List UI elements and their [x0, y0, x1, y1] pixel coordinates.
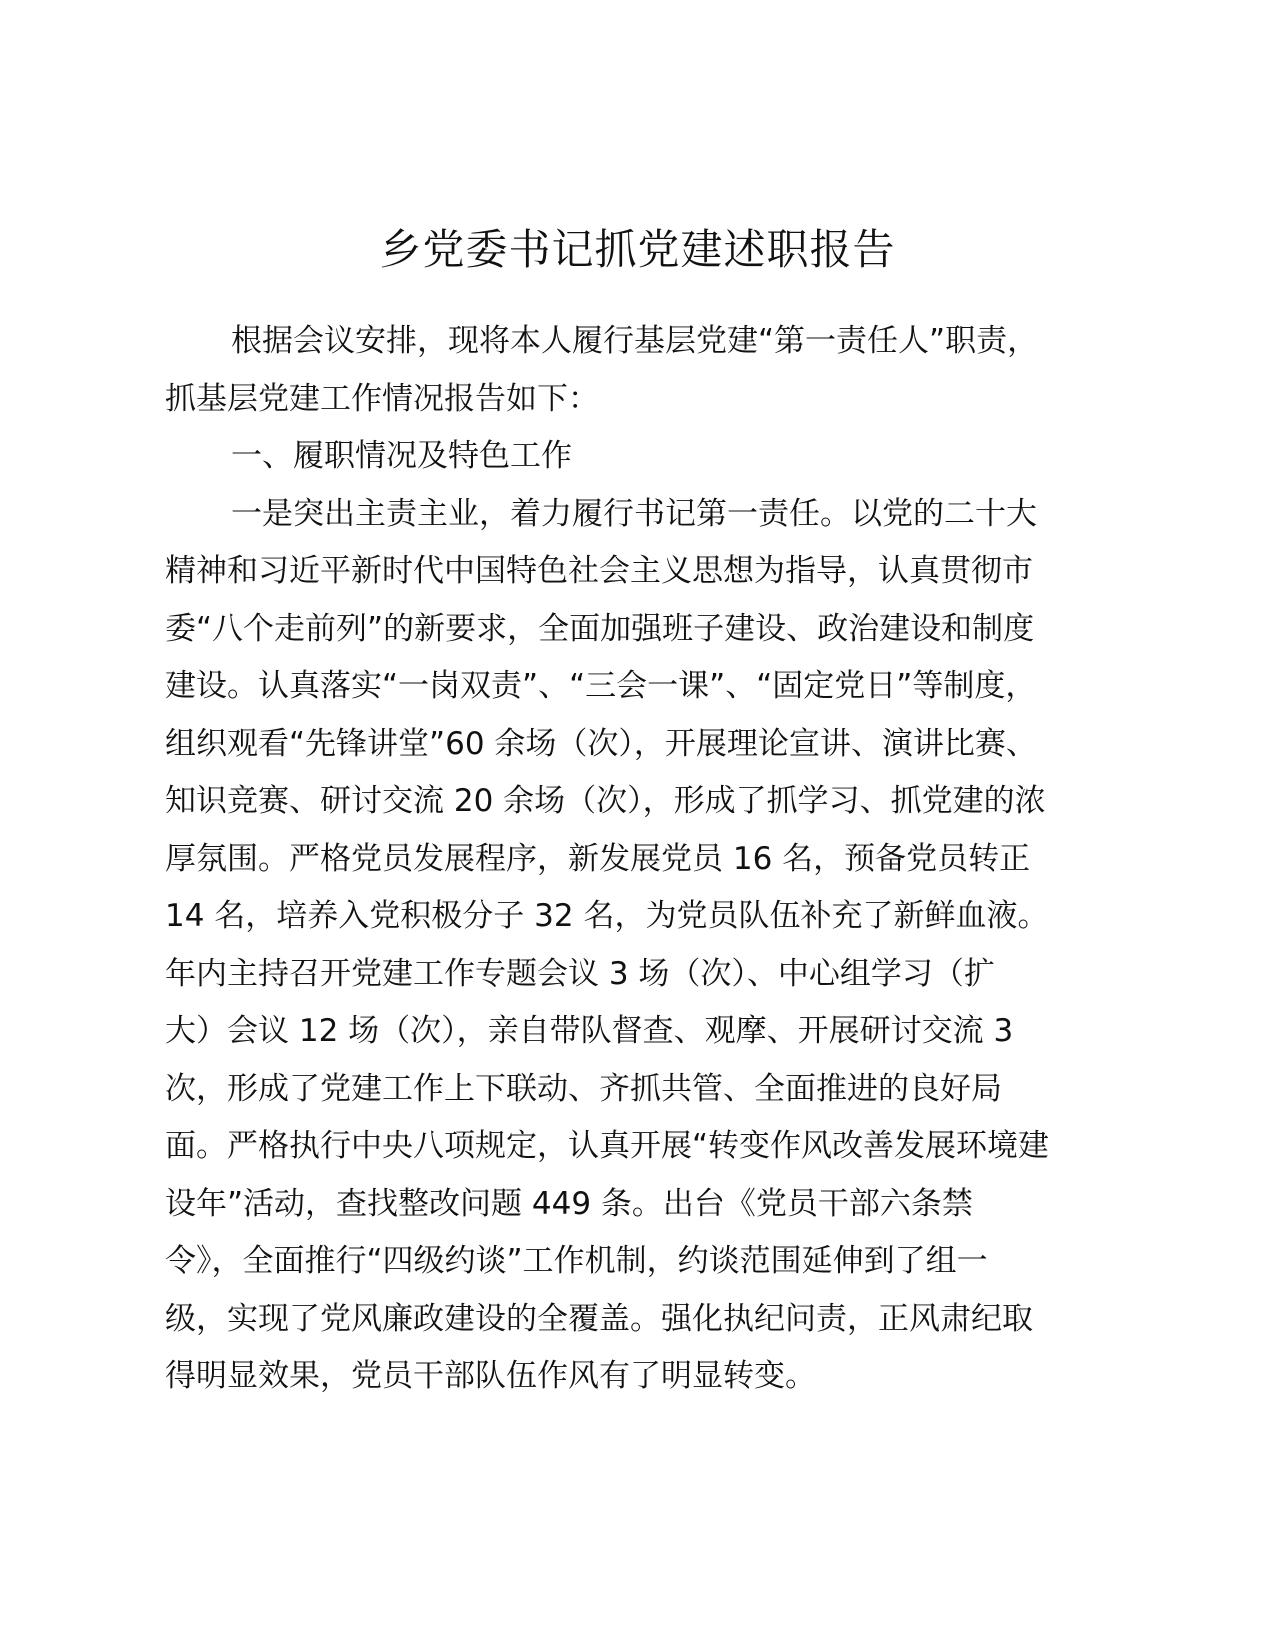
- paragraph-line: 组织观看“先锋讲堂”60 余场（次），开展理论宣讲、演讲比赛、: [165, 725, 1037, 762]
- paragraph-line: 14 名，培养入党积极分子 32 名，为党员队伍补充了新鲜血液。: [165, 898, 1049, 934]
- section-heading: 一、履职情况及特色工作: [231, 438, 572, 474]
- paragraph-line: 设年”活动，查找整改问题 449 条。出台《党员干部六条禁: [165, 1185, 973, 1222]
- paragraph-line: 年内主持召开党建工作专题会议 3 场（次）、中心组学习（扩: [165, 955, 995, 992]
- paragraph-line: 一是突出主责主业，着力履行书记第一责任。以党的二十大: [231, 495, 1037, 532]
- body-paragraph: [165, 486, 1115, 1406]
- document-body: [165, 313, 1115, 1406]
- paragraph-line: 委“八个走前列”的新要求，全面加强班子建设、政治建设和制度: [165, 610, 1035, 647]
- paragraph-line: 厚氛围。严格党员发展程序，新发展党员 16 名，预备党员转正: [165, 840, 1031, 877]
- paragraph-line: 级，实现了党风廉政建设的全覆盖。强化执纪问责，正风肃纪取: [165, 1300, 1033, 1337]
- paragraph-line: 知识竞赛、研讨交流 20 余场（次），形成了抓学习、抓党建的浓: [165, 783, 1046, 819]
- paragraph-line: 次，形成了党建工作上下联动、齐抓共管、全面推进的良好局: [165, 1070, 1002, 1107]
- intro-line: 抓基层党建工作情况报告如下：: [165, 380, 599, 417]
- paragraph-line: 面。严格执行中央八项规定，认真开展“转变作风改善发展环境建: [165, 1128, 1050, 1164]
- section-heading-paragraph: [165, 428, 1115, 486]
- paragraph-line: 令》，全面推行“四级约谈”工作机制，约谈范围延伸到了组一: [165, 1243, 988, 1279]
- intro-line: 根据会议安排，现将本人履行基层党建“第一责任人”职责，: [231, 323, 1039, 359]
- intro-paragraph: [165, 313, 1115, 428]
- paragraph-line: 得明显效果，党员干部队伍作风有了明显转变。: [165, 1358, 816, 1394]
- paragraph-line: 建设。认真落实“一岗双责”、“三会一课”、“固定党日”等制度，: [165, 668, 1037, 704]
- paragraph-line: 精神和习近平新时代中国特色社会主义思想为指导，认真贯彻市: [165, 553, 1033, 589]
- paragraph-line: 大）会议 12 场（次），亲自带队督查、观摩、开展研讨交流 3: [165, 1013, 1014, 1049]
- document-title: 乡党委书记抓党建述职报告: [379, 225, 896, 274]
